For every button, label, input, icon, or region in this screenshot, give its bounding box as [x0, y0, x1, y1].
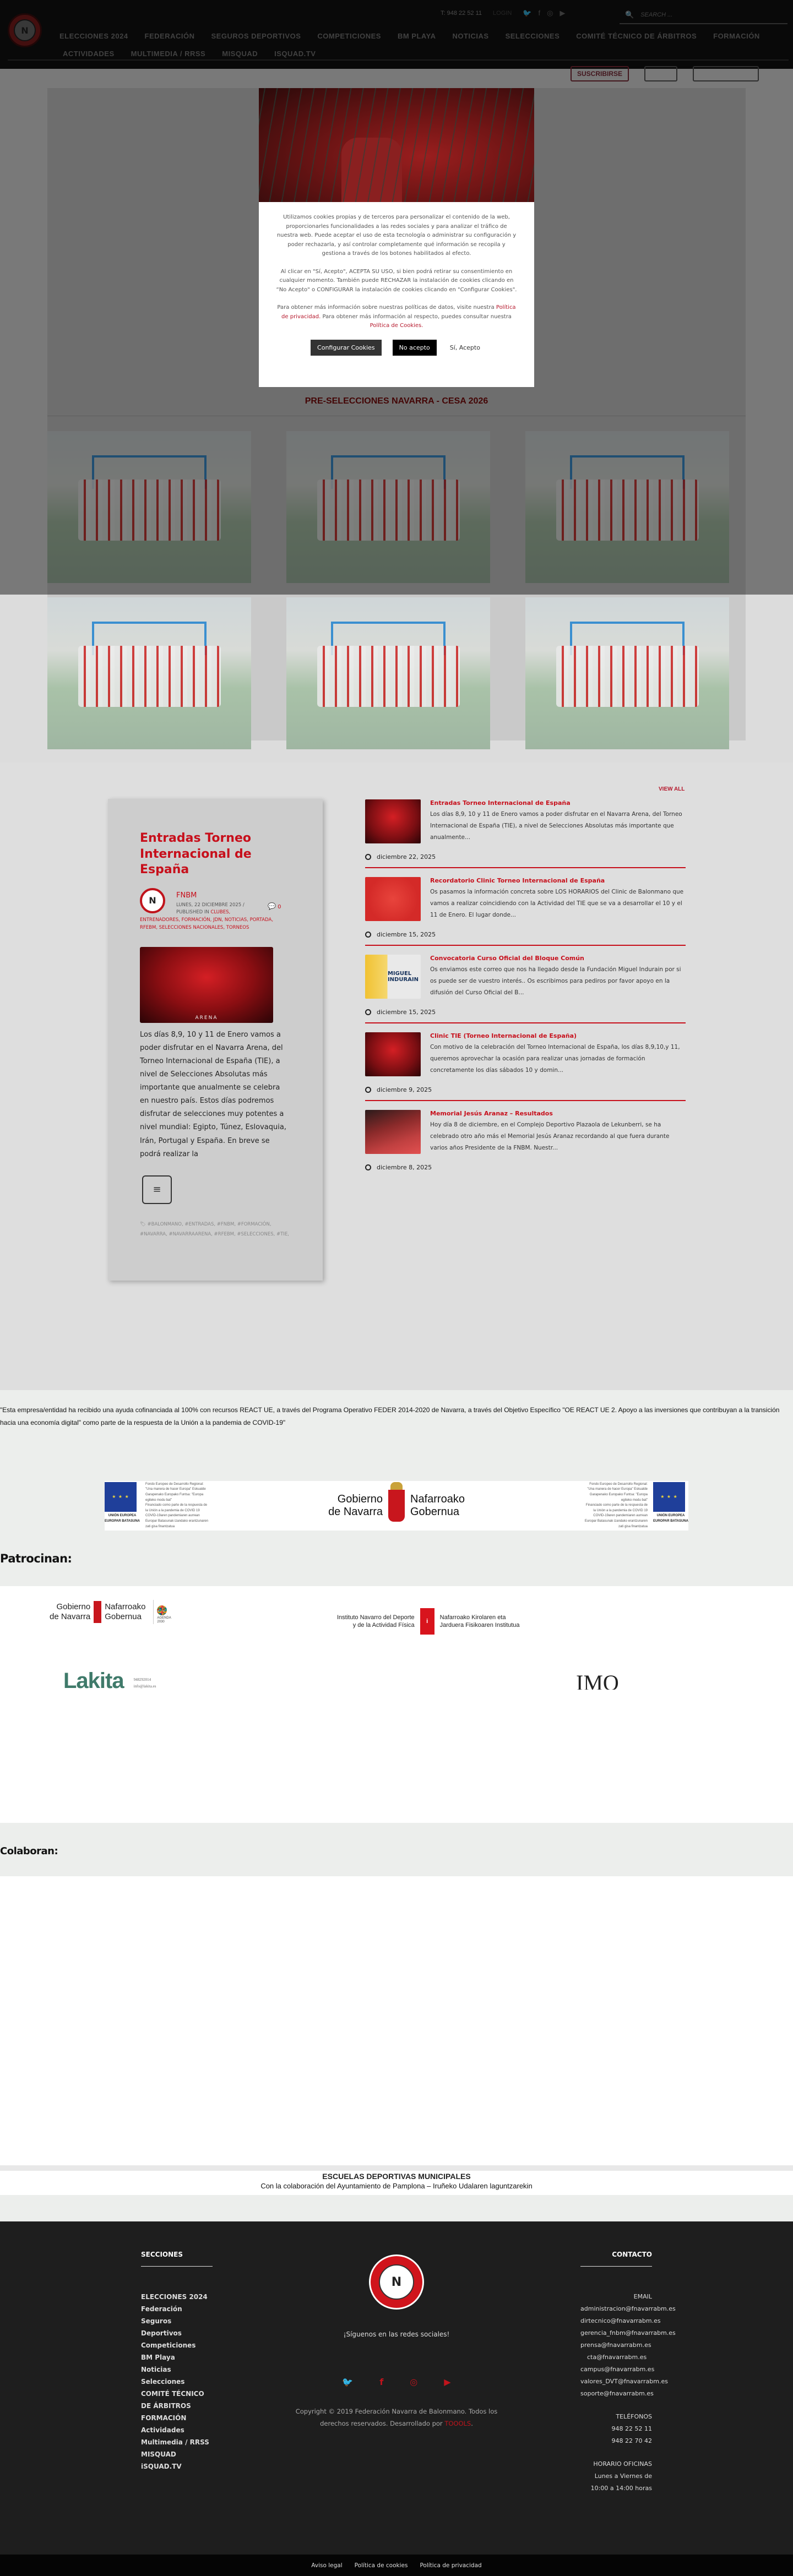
post-tags: [140, 1219, 291, 1240]
divider: [0, 2165, 793, 2171]
email-link[interactable]: gerencia_fnbm@fnavarrabm.es: [580, 2329, 676, 2337]
youtube-icon[interactable]: ▶: [560, 9, 566, 17]
facebook-icon[interactable]: f: [538, 9, 541, 17]
cookie-text-3b: Para obtener más información al respecto, puedes consultar nuestra: [322, 313, 512, 320]
cookie-actions: [275, 340, 518, 356]
footer-logo[interactable]: [369, 2254, 424, 2310]
sponsor-gobierno-navarra[interactable]: Gobierno de Navarra Nafarroako Gobernua AGENDA 2030: [50, 1600, 169, 1624]
lakita-logo: Lakita: [63, 1669, 124, 1693]
phones-label: TELÉFONOS: [616, 2413, 652, 2420]
footer-link-misquad[interactable]: MISQUAD: [141, 2450, 176, 2458]
youtube-icon[interactable]: ▶: [444, 2377, 451, 2387]
image-caption: ARENA: [195, 1015, 218, 1021]
developer-link[interactable]: TOOOLS: [444, 2419, 471, 2427]
comment-number: 0: [278, 903, 281, 910]
news-date: [365, 853, 686, 861]
footer-link-deportivos[interactable]: Deportivos: [141, 2329, 182, 2337]
footer-link-multimedia[interactable]: Multimedia / RRSS: [141, 2438, 209, 2446]
tag-list[interactable]: #BALONMANO, #ENTRADAS, #FNBM, #FORMACIÓN, #NAVARRA, #NAVARRAARENA, #RFEBM, #SELECCIONES, #TIE,: [140, 1221, 289, 1238]
instagram-icon[interactable]: ◎: [547, 9, 553, 17]
news-date: [365, 1009, 686, 1016]
gallery-photo[interactable]: [525, 597, 729, 749]
sponsors-heading: Patrocinan:: [0, 1552, 72, 1565]
pre-footer-spacer: [0, 2195, 793, 2221]
nav-multimedia[interactable]: MULTIMEDIA / RRSS: [131, 50, 206, 58]
eu-funding-logos: [105, 1481, 688, 1531]
news-thumbnail[interactable]: [365, 1032, 421, 1076]
footer-link-elecciones[interactable]: ELECCIONES 2024: [141, 2293, 208, 2301]
header-phone: T: 948 22 52 11: [441, 10, 482, 17]
nav-actividades[interactable]: ACTIVIDADES: [63, 50, 115, 58]
cookie-text-3a: Para obtener más información sobre nuestras políticas de datos, visite nuestra: [277, 304, 495, 311]
post-date: LUNES, 22 DICIEMBRE 2025 /: [176, 902, 245, 908]
news-thumbnail[interactable]: MIGUEL INDURAIN: [365, 955, 421, 999]
featured-post-excerpt: Los días 8,9, 10 y 11 de Enero vamos a poder disfrutar en el Navarra Arena, del Torneo Internacional de España (TIE), a nivel de Selecciones Absolutas más importante que anualmente se celebra en nuestro país. Estos días podremos disfrutar de selecciones muy potentes a nivel mundial: Egipto, Túnez, Eslovaquia, Irán, Portugal y España. En breve se podrá realizar la: [140, 1031, 286, 1158]
text-lines-icon: ≡: [153, 1184, 161, 1196]
news-date-text: diciembre 15, 2025: [377, 931, 436, 938]
footer-link-seguros[interactable]: Seguros: [141, 2317, 172, 2325]
escuelas-deportivas-banner: [0, 2171, 793, 2195]
footer-link-isquad-tv[interactable]: iSQUAD.TV: [141, 2463, 182, 2470]
category-link[interactable]: CLUBES,: [210, 910, 231, 916]
lakita-contact: 948292014 info@lakita.es: [133, 1677, 156, 1689]
gallery-photo[interactable]: [47, 597, 251, 749]
login-link[interactable]: LOGIN: [493, 10, 512, 17]
navarra-shield-icon: [94, 1601, 101, 1623]
news-list: [365, 799, 686, 1186]
list-item: [365, 799, 686, 868]
nav-misquad[interactable]: MISQUAD: [222, 50, 258, 58]
footer-contact: [580, 2251, 691, 2495]
list-item: [365, 1032, 686, 1101]
cookie-text-1: Utilizamos cookies propias y de terceros para personalizar el contenido de la web, proporcionarles funcionalidades a las redes sociales y para analizar el tráfico de nuestra web. Puede aceptar el uso de esta tecnología o administrar su configuración y poder rechazarla, y así controlar completamente qué información se recopila y gestiona a través de los botones habilitados al efecto.: [276, 214, 517, 257]
cookie-modal-body: [259, 202, 534, 367]
view-all-link[interactable]: VIEW ALL: [659, 786, 685, 792]
cookie-consent-modal: [259, 88, 534, 387]
post-categories[interactable]: ENTRENADORES, FORMACIÓN, JDN, NOTICIAS, PORTADA, RFEBM, SELECCIONES NACIONALES, TORNEOS: [140, 917, 274, 930]
footer-link-federacion[interactable]: Federación: [141, 2305, 182, 2313]
news-title[interactable]: Entradas Torneo Internacional de España: [430, 799, 571, 807]
clock-icon: [365, 1164, 371, 1170]
subscribe-button[interactable]: SUSCRIBIRSE: [571, 66, 629, 81]
gallery-title: PRE-SELECCIONES NAVARRA - CESA 2026: [305, 396, 488, 406]
twitter-icon[interactable]: 🐦: [523, 9, 532, 17]
footer-link-actividades[interactable]: Actividades: [141, 2426, 184, 2434]
eu-flag-icon: ★ ★ ★: [653, 1482, 685, 1512]
news-date: [365, 1086, 686, 1093]
privacy-policy-footer-link[interactable]: Política de privacidad: [420, 2562, 482, 2569]
email-link[interactable]: prensa@fnavarrabm.es: [580, 2341, 651, 2349]
nav-seguros[interactable]: SEGUROS DEPORTIVOS: [211, 32, 301, 40]
email-link[interactable]: dirtecnico@fnavarrabm.es: [580, 2317, 661, 2324]
reject-cookies-button[interactable]: No acepto: [393, 340, 437, 356]
featured-post-card: [108, 799, 323, 1281]
news-thumbnail[interactable]: [365, 877, 421, 921]
hours-text: Lunes a Viernes de: [594, 2472, 652, 2480]
hours-label: HORARIO OFICINAS: [593, 2460, 652, 2468]
clock-icon: [365, 1087, 371, 1093]
news-date: [365, 931, 686, 938]
news-date: [365, 1164, 686, 1171]
post-date-meta: [176, 902, 245, 917]
email-link[interactable]: cta@fnavarrabm.es: [587, 2354, 647, 2361]
news-excerpt: Os enviamos este correo que nos ha llegado desde la Fundación Miguel Indurain por si os puede ser de vuestro interés.. Os escribimos para pediros por favor apoyo en la difusión del Curso Oficial del B...: [430, 966, 681, 996]
copyright-text: Copyright © 2019 Federación Navarra de Balonmano. Todos los derechos reservados. Desarrollado por TOOOLS.: [295, 2408, 498, 2427]
facebook-icon[interactable]: f: [379, 2377, 384, 2387]
footer-link-competiciones[interactable]: Competiciones: [141, 2341, 196, 2349]
eu-label: UNIÓN EUROPEA: [108, 1513, 137, 1517]
news-title[interactable]: Memorial Jesús Aranaz – Resultados: [430, 1110, 553, 1117]
email-link[interactable]: administracion@fnavarrabm.es: [580, 2305, 676, 2312]
collaborators-area: [0, 1876, 793, 2165]
news-excerpt: Con motivo de la celebración del Torneo Internacional de España, los días 8,9,10,y 11, queremos aprovechar la ocasión para realizar unas jornadas de formación concretamente los días sábados 10 y domin...: [430, 1044, 680, 1074]
privacy-policy-link[interactable]: Política de privacidad.: [281, 304, 516, 320]
footer-link-formacion[interactable]: FORMACIÓN: [141, 2414, 187, 2422]
handball-logo-icon: N: [14, 19, 36, 41]
email-link[interactable]: soporte@fnavarrabm.es: [580, 2390, 654, 2397]
cookie-policy-footer-link[interactable]: Política de cookies: [354, 2562, 408, 2569]
phone-number[interactable]: 948 22 70 42: [611, 2437, 652, 2444]
eu-block-right: [584, 1482, 688, 1529]
post-meta: [140, 888, 291, 917]
read-more-button[interactable]: [142, 1175, 172, 1204]
comment-count[interactable]: [268, 902, 281, 910]
follow-us-text: ¡Síguenos en las redes sociales!: [343, 2330, 450, 2338]
cookie-text-3: [275, 303, 518, 331]
sponsor-instituto-deporte[interactable]: Instituto Navarro del Deporte y de la Actividad Física i Nafarroako Kirolaren eta Jarduera Fisikoaren Institutua: [337, 1608, 520, 1635]
nav-selecciones[interactable]: SELECCIONES: [505, 32, 560, 40]
gallery-photo[interactable]: [286, 597, 490, 749]
nav-noticias[interactable]: NOTICIAS: [452, 32, 489, 40]
christmas-banner-image: [259, 88, 534, 202]
collaborators-heading-band: [0, 1827, 793, 1876]
twitter-icon[interactable]: 🐦: [342, 2377, 354, 2387]
ind-cube-icon: i: [420, 1608, 434, 1635]
nav-comite-arbitros[interactable]: COMITÉ TÉCNICO DE ÁRBITROS: [576, 32, 697, 40]
nav-isquad-tv[interactable]: ISQUAD.TV: [274, 50, 316, 58]
clock-icon: [365, 1009, 371, 1015]
news-excerpt: Hoy día 8 de diciembre, en el Complejo Deportivo Plazaola de Lekunberri, se ha celebrado otro año más el Memorial Jesús Aranaz recordando al que fuera durante varios años Presidente de la FNBM. Nuestr...: [430, 1121, 670, 1151]
featured-post-image[interactable]: [140, 947, 273, 1023]
site-footer: [0, 2221, 793, 2555]
featured-post-title[interactable]: Entradas Torneo Internacional de España: [140, 831, 252, 877]
email-link[interactable]: valores_DVT@fnavarrabm.es: [580, 2378, 668, 2385]
nav-competiciones[interactable]: COMPETICIONES: [317, 32, 381, 40]
gobierno-navarra-logo: Gobierno de Navarra Nafarroako Gobernua: [328, 1490, 465, 1522]
tag-icon: 🏷: [140, 1221, 146, 1227]
news-date-text: diciembre 9, 2025: [377, 1086, 432, 1093]
accept-cookies-button[interactable]: Sí, Acepto: [448, 340, 482, 356]
eu-flag-icon: ★ ★ ★: [105, 1482, 137, 1512]
cookie-policy-link[interactable]: Política de Cookies.: [370, 323, 423, 329]
clock-icon: [365, 854, 371, 860]
news-title[interactable]: Convocatoria Curso Oficial del Bloque Común: [430, 955, 584, 962]
sponsors-heading-band: [0, 1538, 793, 1586]
news-thumbnail[interactable]: [365, 1110, 421, 1154]
eu-label: UNIÓN EUROPEA: [656, 1513, 685, 1517]
search-icon[interactable]: 🔍: [625, 10, 634, 19]
footer-social-links: [286, 2377, 507, 2387]
eu-block-left: [105, 1482, 209, 1529]
news-date-text: diciembre 8, 2025: [377, 1164, 432, 1171]
sponsor-lakita[interactable]: [63, 1669, 156, 1693]
footer-sections: [141, 2251, 213, 2472]
footer-link-arbitros[interactable]: DE ÁRBITROS: [141, 2402, 191, 2410]
list-item: [365, 877, 686, 946]
footer-link-selecciones[interactable]: Selecciones: [141, 2378, 185, 2386]
news-date-text: diciembre 15, 2025: [377, 1009, 436, 1016]
news-excerpt: Los días 8,9, 10 y 11 de Enero vamos a poder disfrutar en el Navarra Arena, del Torneo Internacional de España (TIE), a nivel de Selecciones Absolutas más importante que anualmente...: [430, 811, 682, 841]
footer-link-comite[interactable]: COMITÉ TÉCNICO: [141, 2390, 204, 2398]
email-label: EMAIL: [633, 2293, 652, 2300]
cookie-text-2: Al clicar en "Sí, Acepto", ACEPTA SU USO, si bien podrá retirar su consentimiento en cualquier momento. También puede RECHAZAR la instalación de cookies clicando en “No Acepto" o CONFIGURAR la instalación de cookies clicando en "Configurar Cookies".: [276, 268, 517, 293]
navarra-shield-icon: [388, 1490, 405, 1522]
handball-logo-icon: N: [379, 2264, 414, 2300]
comment-icon: 💬: [268, 902, 276, 910]
instagram-icon[interactable]: ◎: [410, 2377, 418, 2387]
news-title[interactable]: Clinic TIE (Torneo Internacional de España): [430, 1032, 577, 1039]
list-item: [365, 955, 686, 1023]
list-item: [365, 1110, 686, 1178]
escuelas-title: ESCUELAS DEPORTIVAS MUNICIPALES: [322, 2172, 471, 2181]
nav-elecciones[interactable]: ELECCIONES 2024: [59, 32, 128, 40]
footer-sections-heading: SECCIONES: [141, 2251, 213, 2267]
agenda-2030-logo: AGENDA 2030: [153, 1600, 169, 1624]
news-excerpt: Os pasamos la información concreta sobre LOS HORARIOS del Clinic de Balonmano que vamos a realizar coincidiendo con la Actividad del TIE que se va a desarrollar el 10 y el 11 de Enero. El lugar donde...: [430, 889, 684, 918]
eu-funding-statement: "Esta empresa/entidad ha recibido una ayuda cofinanciada al 100% con recursos REACT UE, a través del Programa Operativo FEDER 2014-2020 de Navarra, a través del Objetivo Específico "OE REACT UE 2. Apoyo a las inversiones que contribuyan a la transición hacia una economía digital" como parte de la respuesta de la Unión a la pandemia de COVID-19": [0, 1406, 780, 1427]
nav-bm-playa[interactable]: BM PLAYA: [397, 32, 436, 40]
eu-label-basque: EUROPAR BATASUNA: [653, 1519, 688, 1523]
collaborators-heading: Colaboran:: [0, 1845, 58, 1857]
footer-link-noticias[interactable]: Noticias: [141, 2366, 171, 2373]
nav-formacion[interactable]: FORMACIÓN: [713, 32, 760, 40]
sponsors-logos: [0, 1586, 793, 1823]
eu-label-basque: EUROPAR BATASUNA: [105, 1519, 140, 1523]
escuelas-subtitle: Con la colaboración del Ayuntamiento de Pamplona – Iruñeko Udalaren laguntzarekin: [260, 2182, 533, 2190]
footer-contact-heading: CONTACTO: [580, 2251, 652, 2267]
eu-fund-text: Fondo Europeo de Desarrollo Regional: "Una manera de hacer Europa" Eskualde Garapenako Europako Funtsa: "Europa egiteko modu bat" Financiado como parte de la respuesta de la Unión a la pandemia de COVID 19 COVID-19aren pandemiaren aurrean Europar Batasunak izandako erantzunaren zati gisa finantzatua: [584, 1482, 648, 1528]
configure-cookies-button[interactable]: Configurar Cookies: [311, 340, 382, 356]
nav-federacion[interactable]: FEDERACIÓN: [144, 32, 195, 40]
footer-center: [286, 2254, 507, 2430]
sponsor-imo[interactable]: IMO: [576, 1670, 619, 1690]
published-in-label: PUBLISHED IN: [176, 910, 209, 916]
news-date-text: diciembre 22, 2025: [377, 853, 436, 861]
footer-link-bm-playa[interactable]: BM Playa: [141, 2354, 175, 2361]
eu-fund-text: Fondo Europeo de Desarrollo Regional: "Una manera de hacer Europa" Eskualde Garapenako Europako Funtsa: "Europa egiteko modu bat" Financiado como parte de la respuesta de la Unión a la pandemia de COVID 19 COVID-19aren pandemiaren aurrean Europar Batasunak izandako erantzunaren zati gisa finantzatua: [145, 1482, 209, 1528]
author-name[interactable]: FNBM: [176, 891, 197, 900]
hours-text: 10:00 a 14:00 horas: [590, 2485, 652, 2492]
avatar: N: [140, 888, 165, 913]
news-title[interactable]: Recordatorio Clinic Torneo Internacional de España: [430, 877, 605, 884]
legal-links-bar: [0, 2555, 793, 2576]
email-link[interactable]: campus@fnavarrabm.es: [580, 2366, 655, 2373]
clock-icon: [365, 932, 371, 938]
legal-notice-link[interactable]: Aviso legal: [311, 2562, 343, 2569]
phone-number[interactable]: 948 22 52 11: [611, 2425, 652, 2432]
news-thumbnail[interactable]: [365, 799, 421, 843]
